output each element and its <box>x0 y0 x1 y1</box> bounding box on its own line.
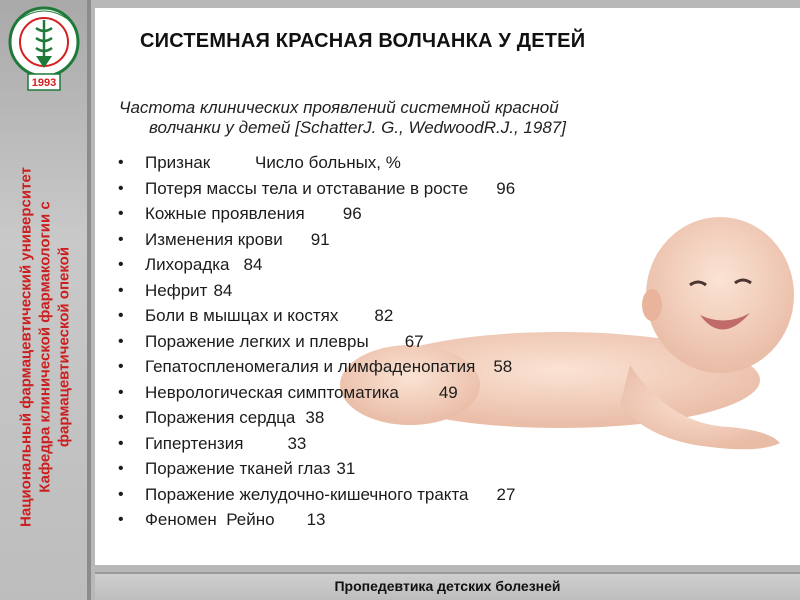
header-value: Число больных, % <box>254 153 401 172</box>
item-value: 27 <box>496 484 516 504</box>
item-value: 31 <box>336 459 356 478</box>
item-value: 82 <box>374 306 394 325</box>
item-label: Нефрит <box>145 280 208 300</box>
slide-subtitle <box>119 98 699 138</box>
footer-bar <box>95 572 800 600</box>
list-item <box>118 227 678 253</box>
list-item <box>118 201 678 227</box>
slide-title: СИСТЕМНАЯ КРАСНАЯ ВОЛЧАНКА У ДЕТЕЙ <box>140 30 586 52</box>
list-item <box>118 380 678 406</box>
list-item <box>118 507 678 533</box>
list-item <box>118 329 678 355</box>
item-value: 91 <box>310 229 330 249</box>
item-label: Гепатоспленомегалия и лимфаденопатия <box>145 357 476 376</box>
footer-course-title: Пропедевтика детских болезней <box>334 578 561 594</box>
item-label: Потеря массы тела и отставание в росте <box>145 178 469 198</box>
sidebar-department-line2: фармацевтической опекой <box>55 246 73 448</box>
item-value: 96 <box>496 178 516 198</box>
item-value: 58 <box>493 357 513 376</box>
subtitle-line-2: волчанки у детей [SchatterJ. G., WedwoodR.J., 1987] <box>149 118 566 137</box>
item-label: Поражение желудочно-кишечного тракта <box>145 484 469 504</box>
item-value: 13 <box>306 510 326 529</box>
item-label: Боли в мышцах и костях <box>145 306 339 325</box>
header-label: Признак <box>145 153 211 172</box>
item-label: Кожные проявления <box>145 204 305 223</box>
item-value: 67 <box>404 331 424 351</box>
list-item <box>118 354 678 380</box>
manifestation-list <box>118 150 678 533</box>
list-item <box>118 303 678 329</box>
list-header <box>118 150 678 176</box>
item-label: Гипертензия <box>145 433 244 453</box>
item-value: 33 <box>287 433 307 453</box>
list-item <box>118 431 678 457</box>
item-label: Лихорадка <box>145 255 230 274</box>
list-item <box>118 405 678 431</box>
item-value: 38 <box>305 408 325 427</box>
item-value: 96 <box>342 204 362 223</box>
list-item <box>118 278 678 304</box>
sidebar-university-name: Национальный фармацевтический университет <box>17 167 35 527</box>
item-label: Поражение легких и плевры <box>145 331 369 351</box>
list-item <box>118 482 678 508</box>
item-label: Неврологическая симптоматика <box>145 382 399 402</box>
subtitle-line-1: Частота клинических проявлений системной красной <box>119 98 559 117</box>
item-label: Поражение тканей глаз <box>145 459 331 478</box>
list-item <box>118 456 678 482</box>
item-label: Феномен Рейно <box>145 510 275 529</box>
sidebar <box>0 0 91 600</box>
list-item <box>118 252 678 278</box>
logo-year: 1993 <box>31 77 57 89</box>
item-value: 84 <box>243 255 263 274</box>
sidebar-vertical-text <box>3 138 87 556</box>
item-label: Изменения крови <box>145 229 283 249</box>
item-value: 84 <box>213 280 233 300</box>
list-item <box>118 176 678 202</box>
sidebar-department-line1: Кафедра клинической фармакологии с <box>36 201 54 493</box>
item-value: 49 <box>438 382 458 402</box>
item-label: Поражения сердца <box>145 408 296 427</box>
university-logo-icon <box>6 4 82 96</box>
